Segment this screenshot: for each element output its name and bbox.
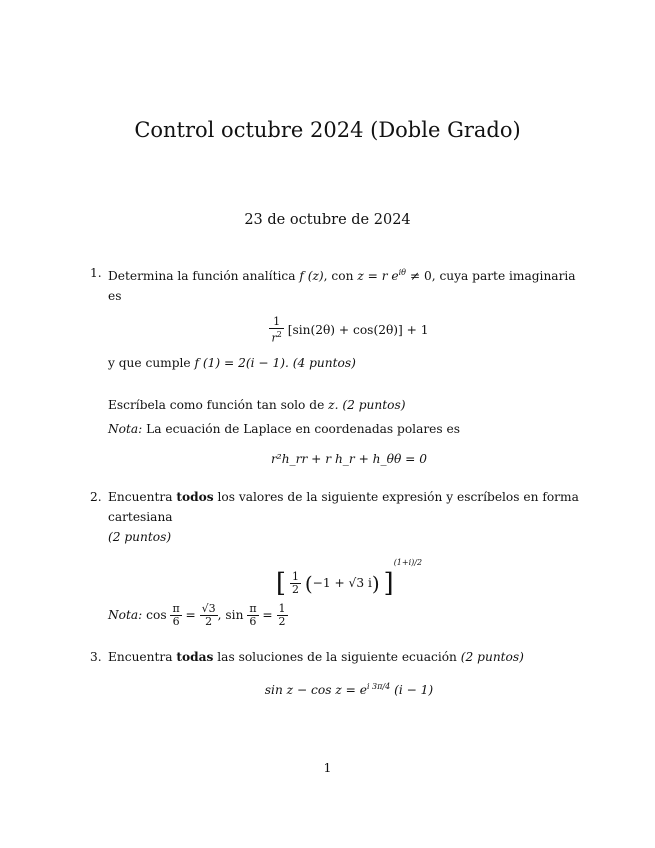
problem-1 bbox=[90, 263, 590, 469]
problem-statement: Encuentra todas las soluciones de la siguiente ecuación (2 puntos) bbox=[108, 650, 524, 664]
problem-note: Nota: cos $\frac{\pi}{6}$ = $\frac{√3}{2}$ , sin $\frac{\pi}{6}$ = $\frac{1}{2}$ bbox=[108, 601, 286, 628]
problem-note: Nota: La ecuación de Laplace en coordenadas polares es bbox=[108, 421, 460, 436]
problem-2 bbox=[90, 487, 590, 628]
equation-expression: [ $\frac{1}{2}$ (−1 + √3 i) ]$^{(1+i)/2}$ bbox=[275, 558, 423, 599]
problem-3 bbox=[90, 647, 590, 700]
problem-statement: Encuentra todos los valores de la siguiente expresión y escríbelos en forma cartesiana (2 puntos) bbox=[108, 490, 579, 544]
problem-condition: y que cumple f (1) = 2(i − 1). (4 puntos) bbox=[108, 355, 356, 370]
problem-number: 3. bbox=[90, 650, 102, 664]
problem-number: 1. bbox=[90, 266, 102, 280]
document-date: 23 de octubre de 2024 bbox=[244, 212, 411, 228]
problem-statement: Determina la función analítica f (z), con z = r $e^{i\theta} \ne 0$, cuya parte imaginaria es bbox=[108, 268, 576, 304]
equation-imaginary-part: $\frac{1}{r^2}$ [sin(2θ) + cos(2θ)] + 1 bbox=[271, 315, 429, 345]
problem-extra: Escríbela como función tan solo de z. (2 puntos) bbox=[108, 397, 406, 412]
page-number: 1 bbox=[323, 760, 332, 775]
problem-number: 2. bbox=[90, 490, 102, 504]
document-title: Control octubre 2024 (Doble Grado) bbox=[134, 118, 521, 142]
equation-trig: $\sin z - \cos z = e^{i 3\pi/4}$ (i − 1) bbox=[264, 682, 434, 698]
equation-laplace: r²h_rr + r h_r + h_θθ = 0 bbox=[270, 451, 428, 466]
